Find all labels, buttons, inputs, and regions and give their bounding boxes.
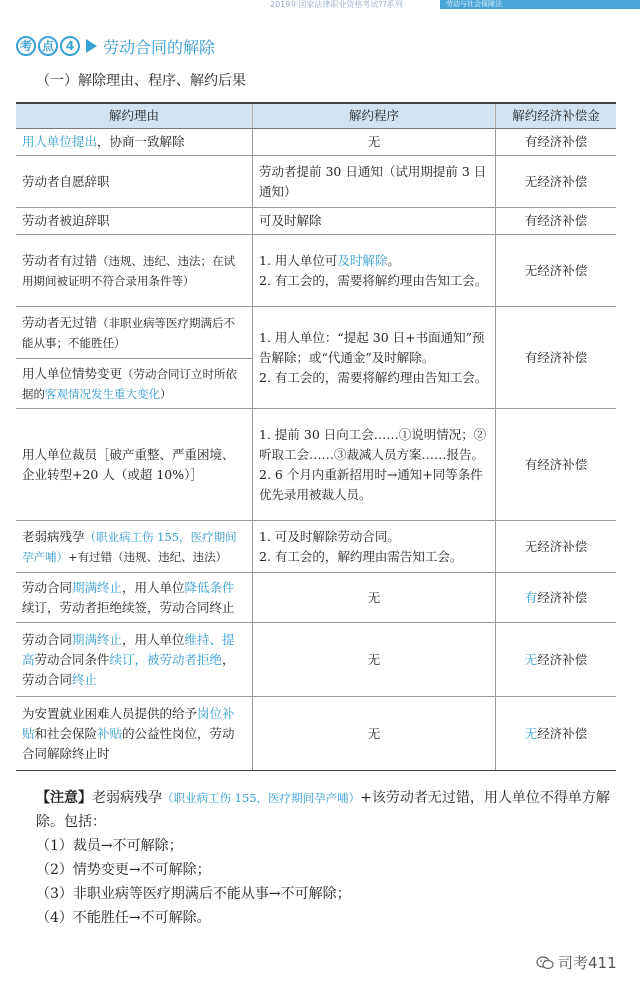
text-segment: 无经济补偿 bbox=[524, 538, 588, 554]
highlight-text: 客观情况发生重大变化 bbox=[45, 386, 160, 401]
highlight-text: （职业病工伤 155，医疗期间孕产哺） bbox=[162, 791, 361, 805]
text-segment: 劳动者被迫辞职 bbox=[22, 213, 110, 228]
compensation-cell bbox=[496, 208, 617, 235]
procedure-line bbox=[259, 465, 489, 505]
table-row bbox=[16, 307, 616, 359]
badge-char-1: 考 bbox=[16, 36, 36, 56]
procedure-line bbox=[259, 328, 489, 368]
table-row bbox=[16, 697, 616, 771]
text-segment: 有经济补偿 bbox=[524, 134, 588, 149]
text-segment: 2. 6 个月内重新招用时→通知+同等条件优先录用被裁人员。 bbox=[259, 466, 483, 502]
triangle-arrow-icon bbox=[86, 39, 97, 53]
text-segment: ，协商一致解除 bbox=[97, 134, 185, 149]
table-row bbox=[16, 409, 616, 521]
procedure-line bbox=[259, 271, 489, 291]
watermark bbox=[536, 952, 617, 973]
note-intro bbox=[36, 786, 622, 834]
reason-cell bbox=[16, 623, 253, 697]
text-segment: 2. 有工会的，解约理由需告知工会。 bbox=[259, 548, 463, 564]
text-segment: +该劳动者无过错，用人单位不得单方解除。包括： bbox=[36, 790, 610, 830]
highlight-text: 降低条件 bbox=[184, 579, 235, 595]
compensation-cell bbox=[496, 235, 617, 307]
text-segment: ，劳动合同 bbox=[22, 651, 235, 687]
highlight-text: 及时解除 bbox=[337, 252, 388, 268]
badge-char-2: 点 bbox=[38, 36, 58, 56]
procedure-line bbox=[259, 425, 489, 465]
badge-char-3: 4 bbox=[60, 36, 80, 56]
text-segment: 1. 用人单位：“提起 30 日+书面通知”预告解除；或“代通金”及时解除。 bbox=[259, 329, 485, 365]
procedure-cell bbox=[253, 521, 496, 573]
highlight-text: 维持、提高 bbox=[22, 631, 235, 667]
procedure-line bbox=[259, 211, 489, 231]
highlight-text: 续订，被劳动者拒绝 bbox=[109, 651, 223, 667]
reason-cell bbox=[16, 573, 253, 623]
text-segment: +有过错（违规、违纪、违法） bbox=[68, 549, 228, 564]
procedure-line bbox=[259, 251, 489, 271]
list-item: （1）裁员→不可解除； bbox=[36, 838, 183, 854]
reason-cell bbox=[16, 129, 253, 156]
text-segment: 劳动合同 bbox=[22, 631, 73, 647]
wechat-icon bbox=[536, 956, 554, 970]
table-header-row bbox=[16, 103, 616, 129]
reason-cell bbox=[16, 409, 253, 521]
text-segment: 。 bbox=[387, 252, 400, 268]
list-item: （2）情势变更→不可解除； bbox=[36, 862, 211, 878]
text-segment: 有经济补偿 bbox=[524, 213, 588, 228]
table-row bbox=[16, 235, 616, 307]
procedure-cell bbox=[253, 156, 496, 208]
compensation-cell bbox=[496, 697, 617, 771]
text-segment: 用人单位情势变更 bbox=[22, 365, 123, 381]
highlight-text: 期满终止 bbox=[72, 579, 123, 595]
reason-cell bbox=[16, 521, 253, 573]
text-segment: 老弱病残孕 bbox=[92, 790, 162, 806]
text-segment: 劳动者有过错 bbox=[22, 252, 98, 268]
text-segment: 经济补偿 bbox=[537, 725, 588, 741]
text-segment: 为安置就业困难人员提供的给予 bbox=[22, 705, 198, 721]
text-segment: （非职业病等医疗期满后不能从事；不能胜任） bbox=[22, 315, 236, 350]
table-row bbox=[16, 573, 616, 623]
procedure-cell: 无 bbox=[253, 623, 496, 697]
table-row bbox=[16, 623, 616, 697]
compensation-cell bbox=[496, 307, 617, 409]
highlight-text: 无 bbox=[524, 725, 538, 741]
reason-cell bbox=[16, 235, 253, 307]
text-segment: ） bbox=[160, 386, 172, 401]
text-segment: 劳动合同条件 bbox=[34, 651, 110, 667]
section-heading bbox=[16, 34, 215, 58]
termination-table bbox=[16, 102, 616, 771]
highlight-text: 用人单位提出 bbox=[22, 134, 98, 149]
table-row bbox=[16, 156, 616, 208]
top-banner bbox=[0, 0, 640, 12]
text-segment: 续订，劳动者拒绝续签，劳动合同终止 bbox=[22, 599, 235, 615]
compensation-cell bbox=[496, 573, 617, 623]
text-segment: 无经济补偿 bbox=[524, 173, 588, 189]
reason-cell bbox=[16, 697, 253, 771]
table-row bbox=[16, 129, 616, 156]
text-segment: 劳动者自愿辞职 bbox=[22, 173, 110, 189]
procedure-cell bbox=[253, 409, 496, 521]
text-segment: 可及时解除 bbox=[259, 213, 322, 228]
highlight-text: 期满终止 bbox=[72, 631, 123, 647]
highlight-text: 终止 bbox=[72, 671, 98, 687]
text-segment: 老弱病残孕 bbox=[22, 528, 85, 544]
text-segment: 的公益性岗位，劳动合同解除终止时 bbox=[22, 725, 235, 761]
reason-cell-secondary bbox=[16, 359, 253, 409]
procedure-cell bbox=[253, 235, 496, 307]
reason-cell bbox=[16, 307, 253, 359]
text-segment: 2. 有工会的，需要将解约理由告知工会。 bbox=[259, 369, 488, 385]
note-label: 【注意】 bbox=[36, 790, 92, 806]
procedure-line bbox=[259, 162, 489, 202]
text-segment: 无经济补偿 bbox=[524, 262, 588, 278]
series-title: 2019年国家法律职业资格考试??系列 bbox=[270, 0, 403, 9]
header-procedure: 解约程序 bbox=[253, 103, 496, 129]
text-segment: 2. 有工会的，需要将解约理由告知工会。 bbox=[259, 272, 488, 288]
compensation-cell bbox=[496, 623, 617, 697]
compensation-cell bbox=[496, 409, 617, 521]
table-row bbox=[16, 521, 616, 573]
text-segment: ，用人单位 bbox=[122, 579, 185, 595]
watermark-text: 司考411 bbox=[558, 954, 617, 972]
highlight-text: 补贴 bbox=[97, 725, 123, 741]
text-segment: 有经济补偿 bbox=[524, 349, 588, 365]
list-item: （3）非职业病等医疗期满后不能从事→不可解除； bbox=[36, 886, 351, 902]
list-item: （4）不能胜任→不可解除。 bbox=[36, 910, 211, 926]
note-text bbox=[36, 790, 610, 830]
text-segment: 有经济补偿 bbox=[524, 456, 588, 472]
subsection-title: （一）解除理由、程序、解约后果 bbox=[36, 73, 246, 89]
text-segment: 1. 提前 30 日向工会……①说明情况；②听取工会……③裁减人员方案……报告。 bbox=[259, 426, 487, 462]
text-segment: 和社会保险 bbox=[34, 725, 98, 741]
procedure-line bbox=[259, 368, 489, 388]
header-reason: 解约理由 bbox=[16, 103, 253, 129]
text-segment: 劳动合同 bbox=[22, 579, 73, 595]
text-segment: 用人单位裁员［破产重整、严重困境、企业转型+20 人（或超 10%）］ bbox=[22, 446, 235, 482]
highlight-text: 岗位补贴 bbox=[22, 705, 235, 741]
text-segment: 劳动者提前 30 日通知（试用期提前 3 日通知） bbox=[259, 163, 487, 199]
text-segment: （违规、违纪、违法；在试用期间被证明不符合录用条件等） bbox=[22, 253, 236, 288]
highlight-text: （职业病工伤 155，医疗期间孕产哺） bbox=[22, 529, 237, 564]
text-segment: （劳动合同订立时所依据的 bbox=[22, 366, 238, 401]
chapter-tab: 劳动与社会保障法 bbox=[440, 0, 640, 9]
text-segment: 劳动者无过错 bbox=[22, 314, 98, 330]
section-title: 劳动合同的解除 bbox=[103, 37, 216, 57]
procedure-cell bbox=[253, 208, 496, 235]
compensation-cell bbox=[496, 129, 617, 156]
highlight-text: 无 bbox=[524, 651, 538, 667]
text-segment: 经济补偿 bbox=[537, 589, 588, 605]
procedure-line bbox=[259, 547, 489, 567]
reason-cell bbox=[16, 208, 253, 235]
table-row bbox=[16, 208, 616, 235]
compensation-cell bbox=[496, 156, 617, 208]
procedure-cell: 无 bbox=[253, 573, 496, 623]
procedure-cell: 无 bbox=[253, 697, 496, 771]
text-segment: 1. 用人单位可 bbox=[259, 252, 338, 268]
compensation-cell bbox=[496, 521, 617, 573]
note-block bbox=[36, 786, 622, 930]
highlight-text: 有 bbox=[524, 589, 538, 605]
text-segment: ，用人单位 bbox=[122, 631, 185, 647]
procedure-cell bbox=[253, 307, 496, 409]
text-segment: 经济补偿 bbox=[537, 651, 588, 667]
note-list bbox=[36, 834, 622, 930]
procedure-cell: 无 bbox=[253, 129, 496, 156]
text-segment: 1. 可及时解除劳动合同。 bbox=[259, 528, 400, 544]
procedure-line bbox=[259, 527, 489, 547]
reason-cell bbox=[16, 156, 253, 208]
header-compensation: 解约经济补偿金 bbox=[496, 103, 617, 129]
